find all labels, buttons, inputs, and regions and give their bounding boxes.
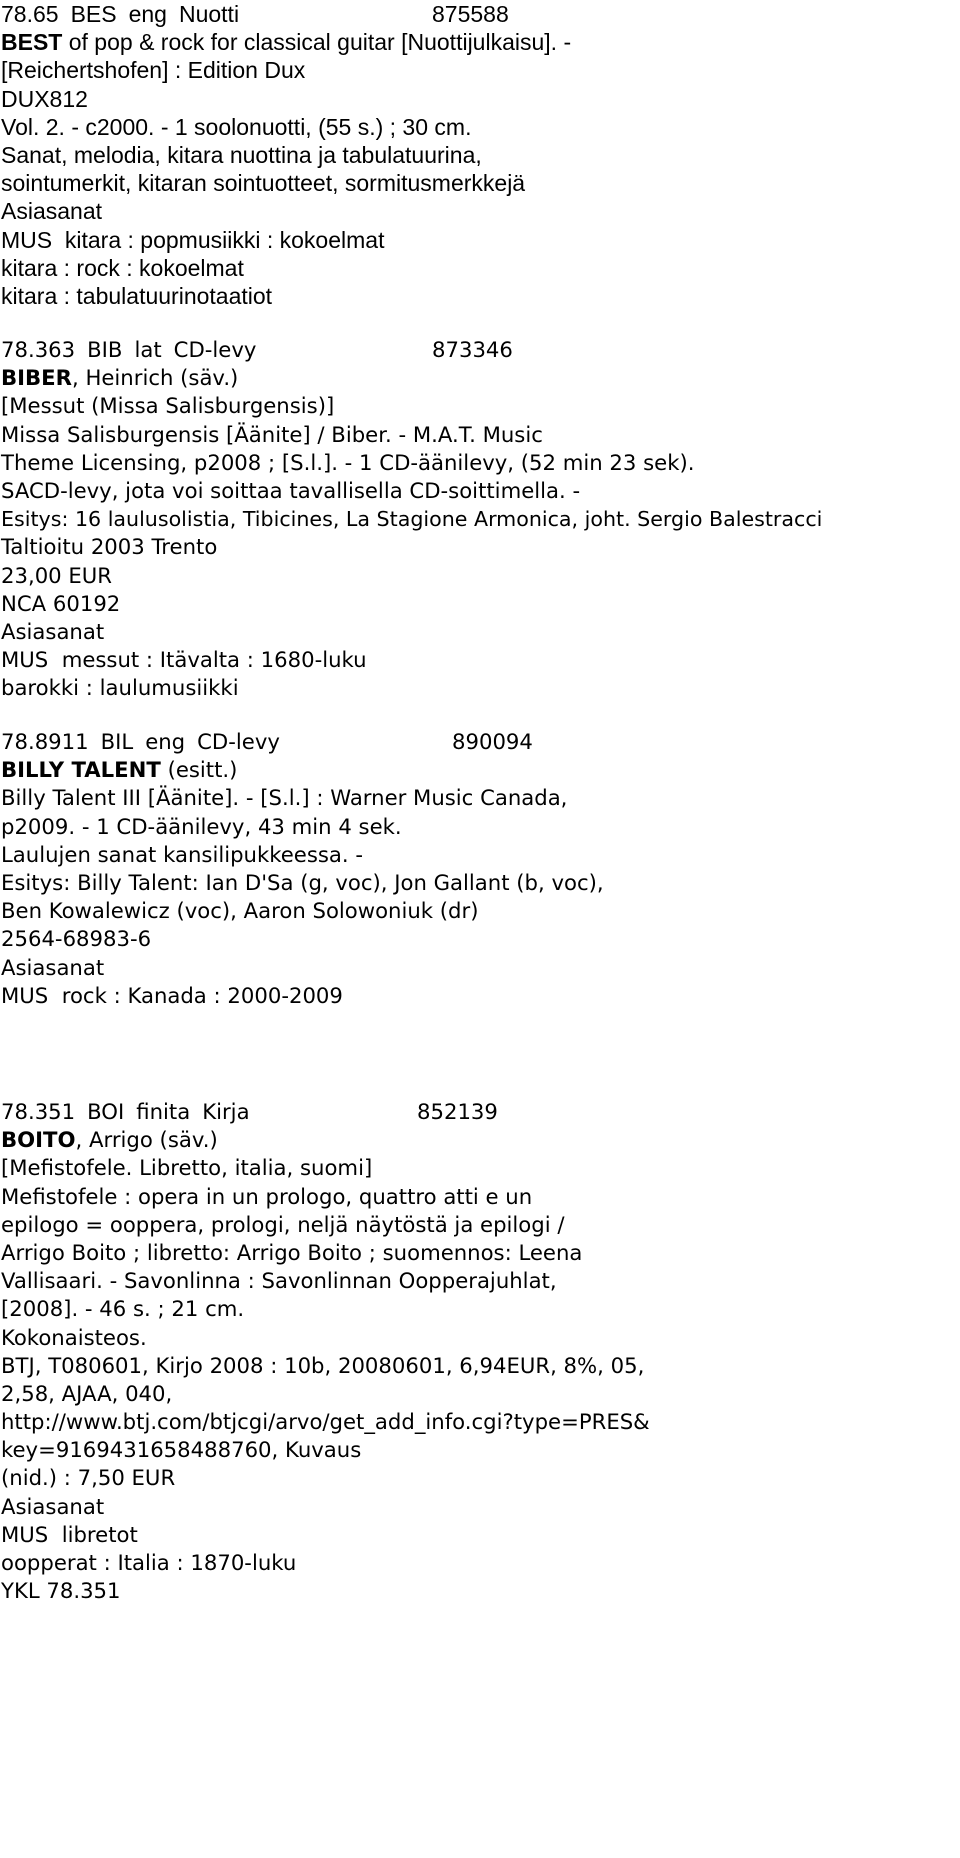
record-line: [2008]. - 46 s. ; 21 cm. (1, 1296, 245, 1322)
record-line: Mefistofele : opera in un prologo, quattro atti e un (1, 1183, 533, 1209)
record-line: NCA 60192 (1, 590, 121, 616)
record-line: [Reichertshofen] : Edition Dux (1, 57, 306, 84)
record-line: 2564-68983-6 (1, 926, 152, 952)
record-line: Billy Talent III [Äänite]. - [S.l.] : Warner Music Canada, (1, 785, 568, 811)
record-line: SACD-levy, jota voi soittaa tavallisella CD-soittimella. - (1, 477, 581, 503)
price-line: 23,00 EUR (1, 562, 113, 588)
catalog-entry-biber (1, 336, 822, 702)
subject-line: MUS rock : Kanada : 2000-2009 (1, 982, 343, 1008)
catalog-entry-boito (1, 1098, 650, 1605)
entry-header (1, 336, 822, 364)
classmark: 78.351 (1, 1099, 76, 1124)
shelf-code: BIL (100, 729, 134, 754)
classification-line: YKL 78.351 (1, 1578, 121, 1604)
price-line: (nid.) : 7,50 EUR (1, 1465, 176, 1491)
record-line: [Mefistofele. Libretto, italia, suomi] (1, 1155, 373, 1181)
classmark: 78.65 (1, 1, 59, 27)
author-name: BIBER (1, 365, 72, 391)
catalog-entry-billy-talent (1, 728, 604, 1010)
author-role: , Arrigo (säv.) (75, 1127, 218, 1153)
language-code: lat (134, 337, 162, 362)
record-line: Kokonaisteos. (1, 1324, 147, 1350)
record-line: p2009. - 1 CD-äänilevy, 43 min 4 sek. (1, 813, 402, 839)
record-line: Esitys: Billy Talent: Ian D'Sa (g, voc), Jon Gallant (b, voc), (1, 869, 604, 895)
author-role: , Heinrich (säv.) (71, 365, 239, 391)
catalog-entry-best (1, 0, 571, 310)
language-code: eng (145, 729, 186, 754)
record-number: 873346 (432, 337, 513, 362)
record-line: Sanat, melodia, kitara nuottina ja tabulatuurina, (1, 141, 482, 168)
subject-line: MUS messut : Itävalta : 1680-luku (1, 647, 367, 673)
url-line: http://www.btj.com/btjcgi/arvo/get_add_info.cgi?type=PRES& (1, 1409, 650, 1435)
subject-heading-label: Asiasanat (1, 954, 105, 980)
author-role: (esitt.) (160, 757, 238, 783)
author-name: BOITO (1, 1127, 76, 1153)
record-line: Vol. 2. - c2000. - 1 soolonuotti, (55 s.) ; 30 cm. (1, 113, 472, 140)
classmark: 78.363 (1, 337, 76, 362)
format-label: CD-levy (197, 729, 280, 754)
subject-line: kitara : tabulatuurinotaatiot (1, 282, 273, 309)
record-line: Arrigo Boito ; libretto: Arrigo Boito ; suomennos: Leena (1, 1239, 583, 1265)
subject-heading-label: Asiasanat (1, 1493, 105, 1519)
author-line (1, 364, 822, 392)
record-number: 890094 (452, 729, 533, 754)
language-code: finita (136, 1099, 191, 1124)
language-code: eng (128, 1, 167, 27)
record-line: key=9169431658488760, Kuvaus (1, 1437, 362, 1463)
author-line (1, 28, 571, 56)
format-label: CD-levy (173, 337, 257, 362)
shelf-code: BES (70, 1, 117, 27)
author-line (1, 1126, 650, 1154)
subject-heading-label: Asiasanat (1, 618, 105, 644)
entry-header (1, 1098, 650, 1126)
record-line: Vallisaari. - Savonlinna : Savonlinnan Oopperajuhlat, (1, 1268, 557, 1294)
author-line (1, 756, 604, 784)
entry-header (1, 0, 571, 28)
record-line: Theme Licensing, p2008 ; [S.l.]. - 1 CD-äänilevy, (52 min 23 sek). (1, 449, 695, 475)
title-text: of pop & rock for classical guitar [Nuottijulkaisu]. - (62, 29, 572, 56)
author-name: BILLY TALENT (1, 757, 161, 783)
subject-heading-label: Asiasanat (1, 198, 103, 225)
format-label: Kirja (202, 1099, 250, 1124)
record-line: Laulujen sanat kansilipukkeessa. - (1, 841, 364, 867)
record-line: Esitys: 16 laulusolistia, Tibicines, La Stagione Armonica, joht. Sergio Balestracci (1, 507, 823, 532)
subject-line: oopperat : Italia : 1870-luku (1, 1550, 297, 1575)
subject-line: kitara : rock : kokoelmat (1, 254, 244, 281)
subject-line: MUS kitara : popmusiikki : kokoelmat (1, 226, 385, 253)
shelf-code: BOI (87, 1099, 125, 1124)
record-number: 852139 (417, 1099, 498, 1124)
record-line: Ben Kowalewicz (voc), Aaron Solowoniuk (dr) (1, 898, 479, 924)
record-line: BTJ, T080601, Kirjo 2008 : 10b, 20080601, 6,94EUR, 8%, 05, (1, 1352, 645, 1378)
record-number: 875588 (432, 1, 509, 27)
shelf-code: BIB (87, 337, 123, 362)
record-line: sointumerkit, kitaran sointuotteet, sormitusmerkkejä (1, 170, 526, 197)
record-line: Missa Salisburgensis [Äänite] / Biber. - M.A.T. Music (1, 421, 543, 447)
record-line: 2,58, AJAA, 040, (1, 1380, 173, 1406)
record-line: Taltioitu 2003 Trento (1, 534, 218, 560)
format-label: Nuotti (178, 1, 240, 27)
record-line: epilogo = ooppera, prologi, neljä näytöstä ja epilogi / (1, 1211, 565, 1237)
record-line: [Messut (Missa Salisburgensis)] (1, 393, 335, 419)
classmark: 78.8911 (1, 729, 89, 754)
author-name: BEST (1, 29, 63, 56)
subject-line: MUS libretot (1, 1521, 138, 1547)
entry-header (1, 728, 604, 756)
record-line: DUX812 (1, 85, 88, 112)
subject-line: barokki : laulumusiikki (1, 675, 239, 701)
